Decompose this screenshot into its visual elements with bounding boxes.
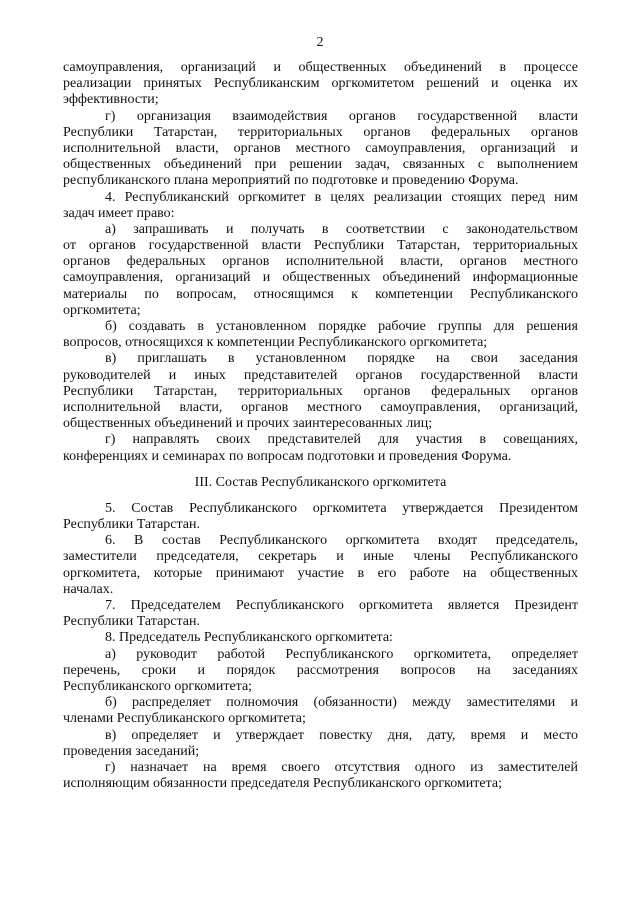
text-line: в) приглашать в установленном порядке на свои заседания [105,351,578,367]
text-line: общественных объединений и прочих заинтересованных лиц; [63,416,433,432]
text-line: Республики Татарстан. [63,517,200,533]
paragraph [63,630,578,646]
text-line: вопросов, относящихся к компетенции Республиканского оргкомитета; [63,335,488,351]
section-heading [63,475,578,491]
text-line: г) назначает на время своего отсутствия одного из заместителей [105,759,578,775]
text-line: в) определяет и утверждает повестку дня, дату, время и место [105,727,578,743]
text-line: б) распределяет полномочия (обязанности) между заместителями и [105,695,578,711]
text-line: г) направлять своих представителей для участия в совещаниях, [105,432,578,448]
text-line: 5. Состав Республиканского оргкомитета утверждается Президентом [105,500,578,516]
text-line: 6. В состав Республиканского оргкомитета входят председатель, [105,533,578,549]
text-line: началах. [63,581,114,597]
paragraph [63,351,578,432]
text-line: б) создавать в установленном порядке рабочие группы для решения [105,319,578,334]
paragraph [63,501,578,533]
text-line: а) руководит работой Республиканского оргкомитета, определяет [105,646,578,662]
text-line: членами Республиканского оргкомитета; [63,711,306,727]
text-line: общественных объединений при решении задач, связанных с выполнением [63,157,578,173]
text-line: а) запрашивать и получать в соответствии с законодательством [105,221,578,237]
text-line: проведения заседаний; [63,743,200,759]
text-line: 4. Республиканский оргкомитет в целях реализации стоящих перед ним [105,189,578,205]
paragraph [63,222,578,319]
text-line: исполнительной власти, органов местного самоуправления, организаций, [63,399,578,415]
paragraph [63,319,578,351]
text-line: оргкомитета; [63,302,141,318]
text-line: самоуправления, организаций и общественных объединений информационные [63,270,578,286]
text-line: Республики Татарстан, территориальных органов федеральных органов [63,383,578,399]
paragraph [63,647,578,696]
document-body [63,60,578,792]
text-line: исполнительной власти, органов местного самоуправления, организаций и [63,140,578,156]
text-line: органов федеральных органов исполнительной власти, органов местного [63,254,578,270]
text-line: заместители председателя, секретарь и иные члены Республиканского [63,549,578,565]
text-line: реализации принятых Республиканским оргкомитетом решений и оценка их [63,76,578,92]
text-line: задач имеет право: [63,205,175,221]
text-line: 7. Председателем Республиканского оргкомитета является Президент [105,598,578,613]
text-line: перечень, сроки и порядок рассмотрения вопросов на заседаниях [63,662,578,678]
paragraph [63,109,578,190]
paragraph [63,533,578,598]
paragraph [63,432,578,464]
text-line: Республики Татарстан. [63,614,200,630]
text-line: самоуправления, организаций и общественных объединений в процессе [63,60,578,75]
text-line: исполняющим обязанности председателя Республиканского оргкомитета; [63,776,503,792]
text-line: эффективности; [63,92,159,108]
text-line: конференциях и семинарах по вопросам подготовки и проведения Форума. [63,448,512,464]
text-line: Республики Татарстан, территориальных органов федеральных органов [63,124,578,140]
text-line: г) организация взаимодействия органов государственной власти [105,108,578,124]
text-line: Республиканского оргкомитета; [63,678,253,694]
paragraph [63,695,578,727]
paragraph [63,190,578,222]
text-line: 8. Председатель Республиканского оргкомитета: [105,630,393,646]
section-heading-text: III. Состав Республиканского оргкомитета [194,474,447,490]
paragraph [63,728,578,760]
text-line: республиканского плана мероприятий по подготовке и проведению Форума. [63,173,519,189]
text-line: от органов государственной власти Республики Татарстан, территориальных [63,238,578,254]
paragraph [63,60,578,109]
text-line: руководителей и иных представителей органов государственной власти [63,367,578,383]
text-line: материалы по вопросам, относящимся к компетенции Республиканского [63,286,578,302]
text-line: оргкомитета, которые принимают участие в его работе на общественных [63,565,578,581]
paragraph [63,598,578,630]
page-number: 2 [316,35,324,50]
paragraph [63,760,578,792]
